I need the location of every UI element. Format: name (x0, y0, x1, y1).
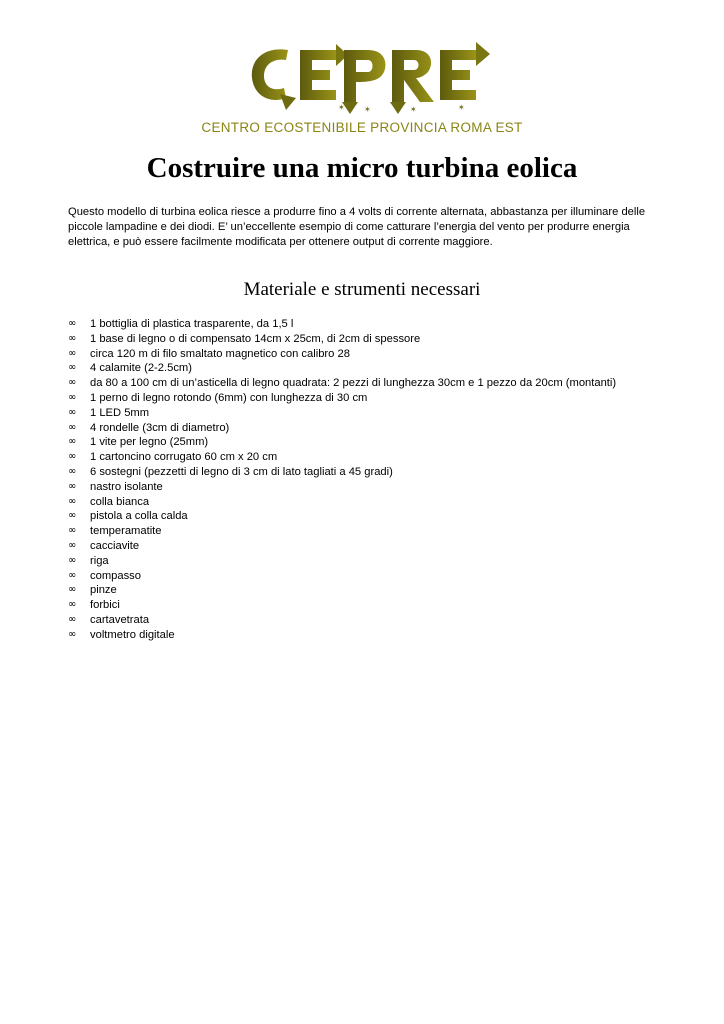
material-text: compasso (90, 569, 141, 582)
infinity-bullet-icon: ∞ (68, 628, 77, 640)
list-item (68, 450, 616, 465)
list-item (68, 406, 616, 421)
infinity-bullet-icon: ∞ (68, 584, 77, 596)
infinity-bullet-icon: ∞ (68, 377, 77, 389)
list-item (68, 480, 616, 495)
infinity-bullet-icon: ∞ (68, 465, 77, 477)
material-text: cartavetrata (90, 613, 150, 626)
list-item (68, 376, 616, 391)
infinity-bullet-icon: ∞ (68, 480, 77, 492)
infinity-bullet-icon: ∞ (68, 347, 77, 359)
infinity-bullet-icon: ∞ (68, 421, 77, 433)
infinity-bullet-icon: ∞ (68, 569, 77, 581)
infinity-bullet-icon: ∞ (68, 451, 77, 463)
list-item (68, 495, 616, 510)
infinity-bullet-icon: ∞ (68, 318, 77, 329)
material-text: colla bianca (90, 495, 150, 508)
svg-text:✶: ✶ (364, 105, 371, 114)
list-item (68, 554, 616, 569)
infinity-bullet-icon: ∞ (68, 539, 77, 551)
list-item (68, 421, 616, 436)
list-item (68, 598, 616, 613)
material-text: 1 base di legno o di compensato 14cm x 25cm, di 2cm di spessore (90, 332, 421, 345)
infinity-bullet-icon: ∞ (68, 599, 77, 611)
list-item (68, 435, 616, 450)
list-item (68, 583, 616, 598)
infinity-bullet-icon: ∞ (68, 525, 77, 537)
list-item (68, 332, 616, 347)
material-text: nastro isolante (90, 480, 163, 493)
material-text: 6 sostegni (pezzetti di legno di 3 cm di lato tagliati a 45 gradi) (90, 465, 393, 478)
material-text: 1 bottiglia di plastica trasparente, da 1,5 l (90, 318, 294, 330)
materials-list (68, 317, 616, 643)
material-text: 4 rondelle (3cm di diametro) (90, 421, 230, 434)
list-item (68, 509, 616, 524)
material-text: 1 perno di legno rotondo (6mm) con lunghezza di 30 cm (90, 391, 368, 404)
infinity-bullet-icon: ∞ (68, 362, 77, 374)
list-item (68, 391, 616, 406)
organization-subtitle: CENTRO ECOSTENIBILE PROVINCIA ROMA EST (201, 120, 523, 135)
infinity-bullet-icon: ∞ (68, 406, 77, 418)
infinity-bullet-icon: ∞ (68, 391, 77, 403)
material-text: pinze (90, 584, 117, 597)
infinity-bullet-icon: ∞ (68, 332, 77, 344)
intro-paragraph: Questo modello di turbina eolica riesce a produrre fino a 4 volts di corrente alternata, abbastanza per illuminare delle piccole lampadine e dei diodi. E’ un’eccellente esempio di come catturare l’energia del vento per produrre energia elettrica, e può essere facilmente modificata per ottenere output di corrente maggiore. (68, 206, 646, 248)
material-text: 4 calamite (2-2.5cm) (90, 362, 192, 375)
list-item (68, 524, 616, 539)
material-text: da 80 a 100 cm di un’asticella di legno quadrata: 2 pezzi di lunghezza 30cm e 1 pezzo da 20cm (montanti) (90, 377, 617, 390)
infinity-bullet-icon: ∞ (68, 510, 77, 522)
svg-text:✶: ✶ (458, 103, 465, 112)
cepre-logo (244, 40, 494, 118)
material-text: forbici (90, 599, 120, 612)
infinity-bullet-icon: ∞ (68, 613, 77, 625)
list-item (68, 569, 616, 584)
material-text: pistola a colla calda (90, 510, 188, 523)
list-item (68, 613, 616, 628)
material-text: voltmetro digitale (90, 628, 175, 641)
infinity-bullet-icon: ∞ (68, 495, 77, 507)
material-text: circa 120 m di filo smaltato magnetico con calibro 28 (90, 347, 350, 360)
list-item (68, 317, 616, 332)
material-text: 1 cartoncino corrugato 60 cm x 20 cm (90, 451, 278, 464)
list-item (68, 539, 616, 554)
list-item (68, 628, 616, 643)
list-item (68, 347, 616, 362)
list-item (68, 465, 616, 480)
material-text: temperamatite (90, 525, 162, 538)
infinity-bullet-icon: ∞ (68, 554, 77, 566)
material-text: 1 LED 5mm (90, 406, 150, 419)
material-text: riga (90, 554, 109, 567)
infinity-bullet-icon: ∞ (68, 436, 77, 448)
document-title: Costruire una micro turbina eolica (146, 152, 578, 184)
svg-text:✶: ✶ (338, 103, 345, 112)
materials-heading: Materiale e strumenti necessari (243, 279, 481, 300)
material-text: cacciavite (90, 539, 140, 552)
material-text: 1 vite per legno (25mm) (90, 436, 209, 449)
list-item (68, 361, 616, 376)
svg-text:✶: ✶ (410, 105, 417, 114)
